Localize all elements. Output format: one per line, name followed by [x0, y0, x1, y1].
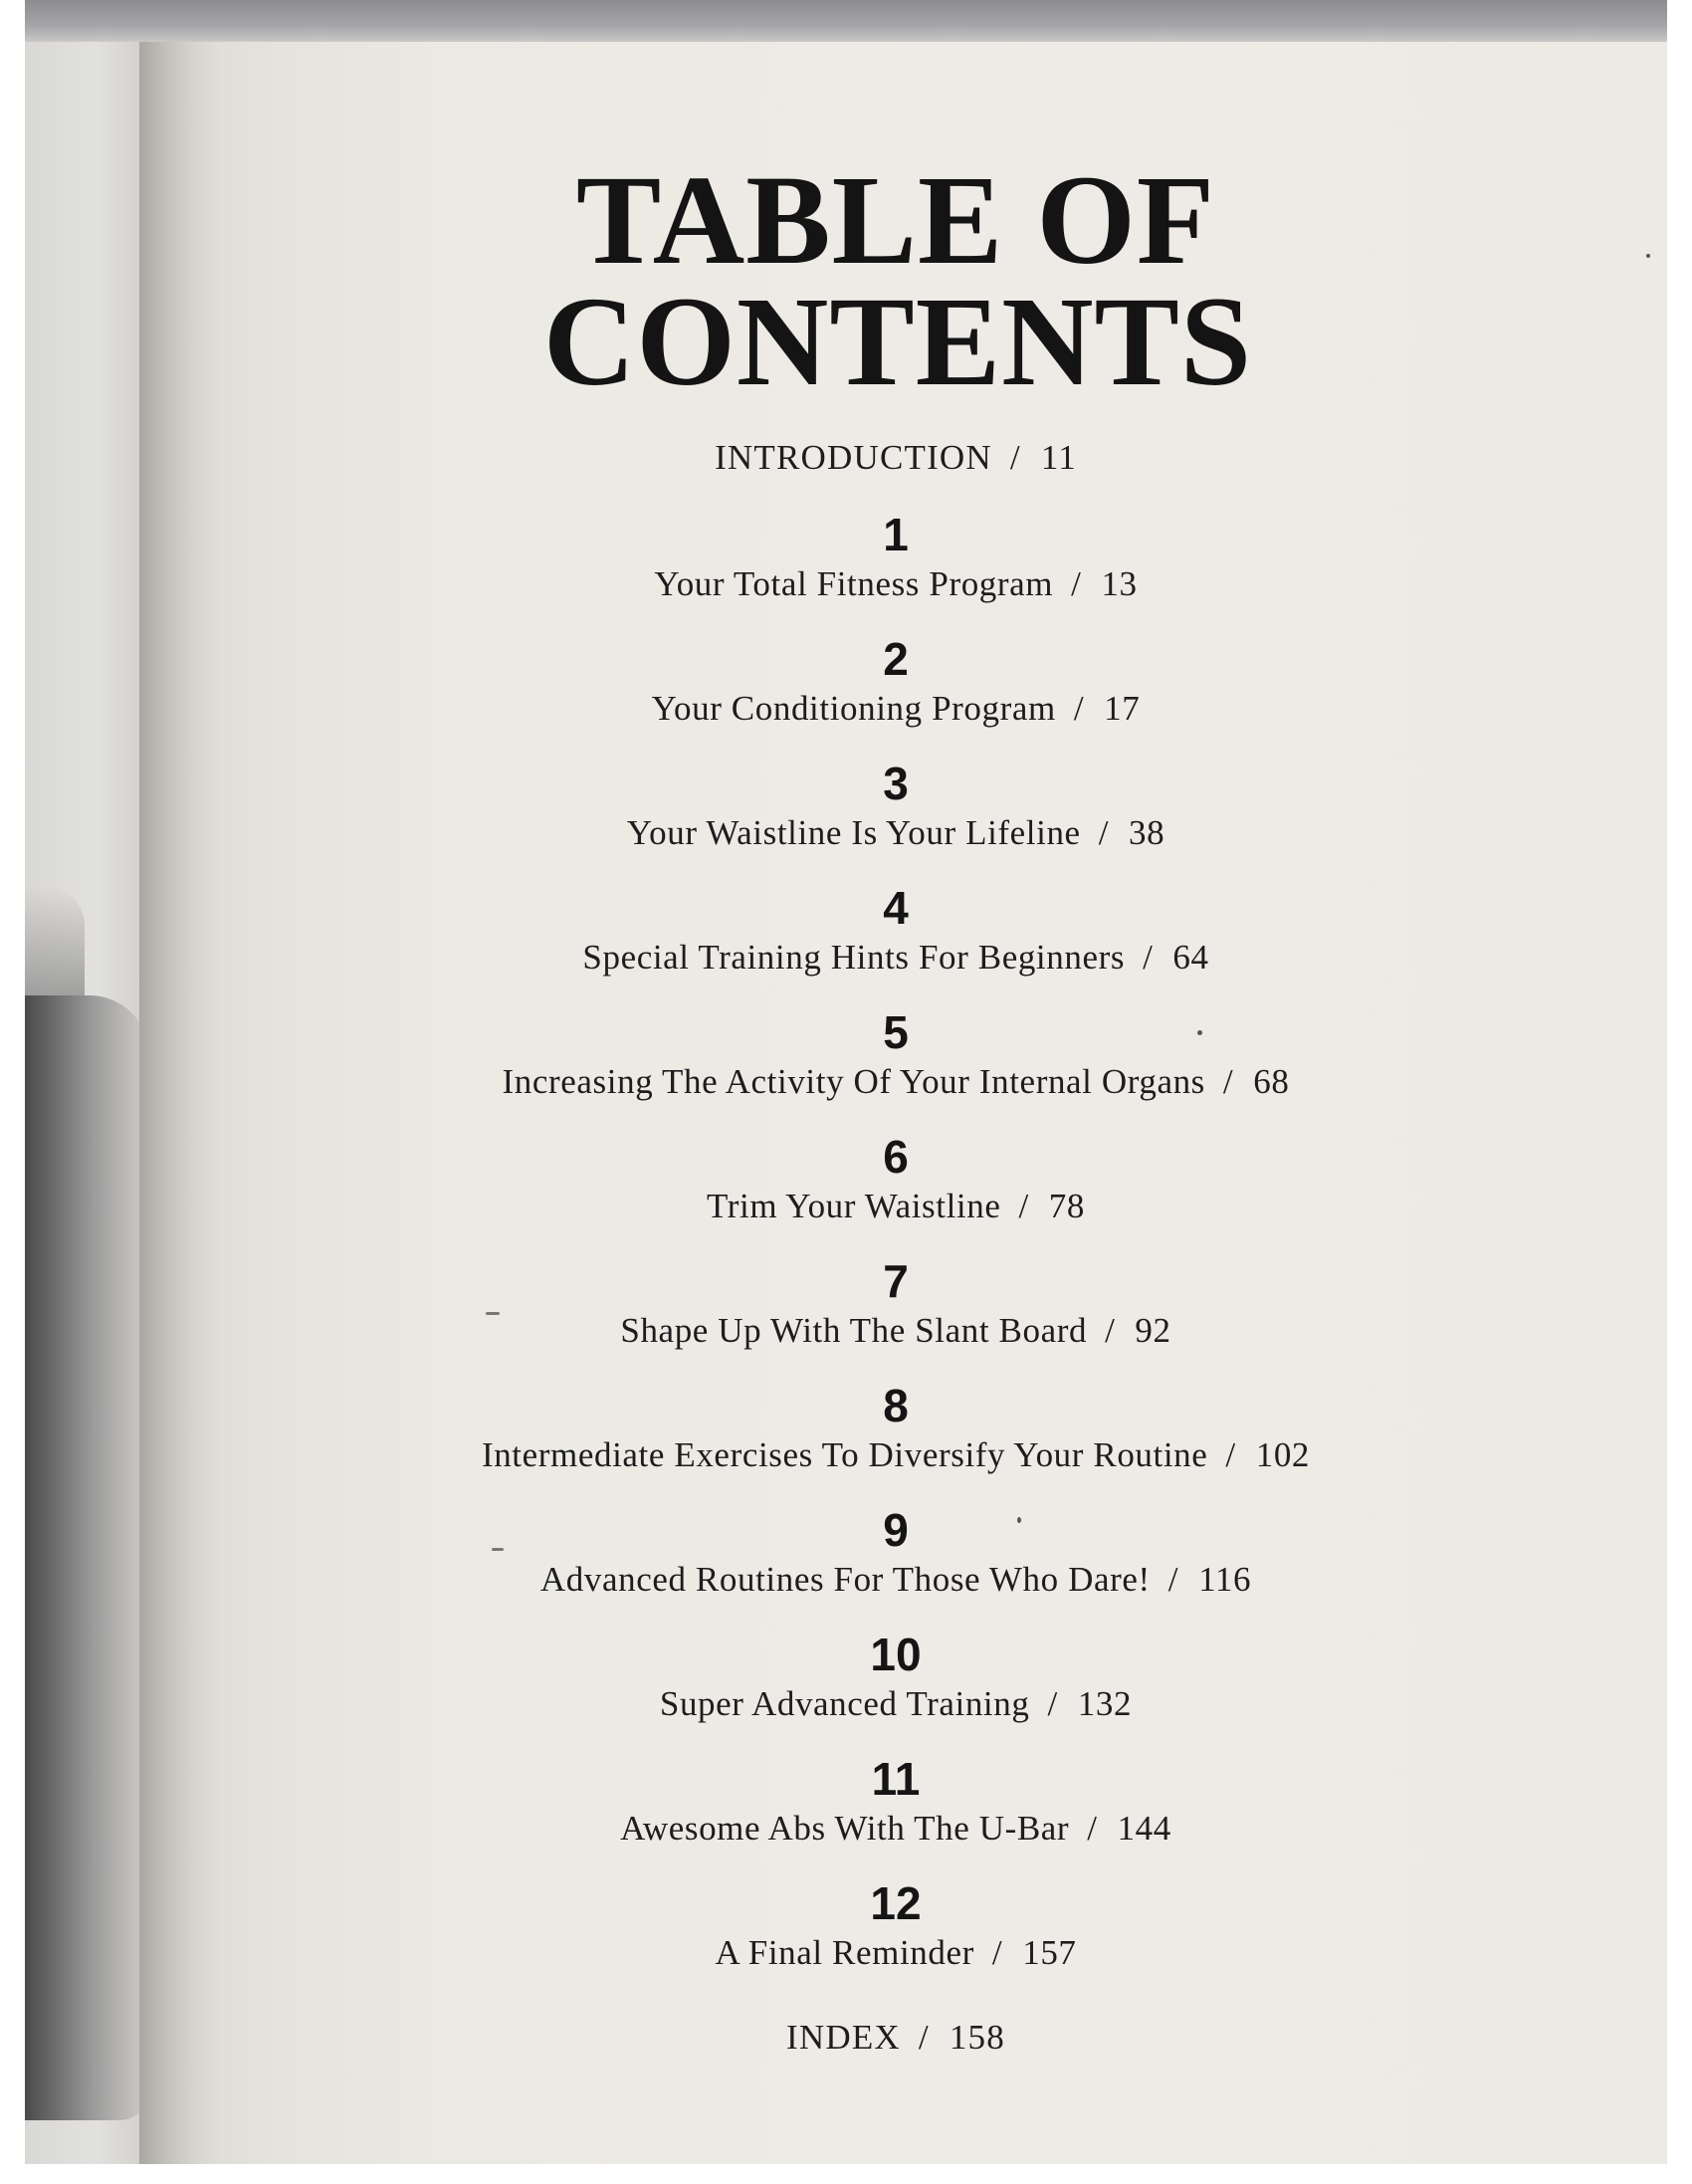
- chapter-entry: [299, 1684, 1493, 1724]
- chapter-title: Super Advanced Training: [659, 1684, 1030, 1723]
- chapter-number: 5: [883, 1006, 909, 1058]
- separator: /: [1225, 1435, 1236, 1474]
- chapter-title: Your Conditioning Program: [651, 689, 1056, 728]
- chapter-title: Your Waistline Is Your Lifeline: [626, 813, 1081, 852]
- index-entry: [299, 2018, 1493, 2058]
- chapter-number: 3: [883, 758, 909, 809]
- index-label: INDEX: [786, 2018, 901, 2057]
- chapter-entry: [299, 1311, 1493, 1351]
- separator: /: [1018, 1187, 1029, 1225]
- page-number: 102: [1255, 1435, 1311, 1474]
- chapter-number: 11: [871, 1753, 921, 1805]
- separator: /: [1047, 1684, 1058, 1723]
- chapter-number: 6: [883, 1131, 909, 1183]
- chapter-entry: [299, 689, 1493, 729]
- chapter-number: 9: [883, 1504, 909, 1556]
- top-shadow: [25, 0, 1667, 42]
- chapter-entry: [299, 564, 1493, 604]
- chapter-number: 2: [883, 633, 909, 685]
- chapter-title: A Final Reminder: [715, 1933, 974, 1972]
- page-number: 157: [1022, 1933, 1077, 1972]
- chapter-entry: [299, 1809, 1493, 1849]
- chapter-title: Your Total Fitness Program: [654, 564, 1054, 603]
- separator: /: [1009, 438, 1021, 477]
- chapter-title: Special Training Hints For Beginners: [582, 938, 1126, 977]
- chapter-entry: [299, 1435, 1493, 1475]
- chapter-title: Awesome Abs With The U-Bar: [620, 1809, 1070, 1848]
- chapter-title: Advanced Routines For Those Who Dare!: [539, 1560, 1151, 1599]
- book-gutter-shadow: [139, 42, 219, 2164]
- page-number: 78: [1048, 1187, 1085, 1225]
- separator: /: [918, 2018, 930, 2057]
- page-number: 92: [1135, 1311, 1171, 1350]
- chapter-entry: [299, 1560, 1493, 1600]
- chapter-entry: [299, 1187, 1493, 1226]
- page-title: [299, 149, 1493, 412]
- chapter-entry: [299, 1062, 1493, 1102]
- facing-page-photo: [25, 995, 149, 2120]
- separator: /: [1105, 1311, 1116, 1350]
- separator: /: [1222, 1062, 1234, 1101]
- chapter-entry: [299, 813, 1493, 853]
- page-number: 116: [1198, 1560, 1252, 1599]
- page-number: 144: [1117, 1809, 1171, 1848]
- separator: /: [1098, 813, 1110, 852]
- page-number: 64: [1172, 938, 1209, 977]
- page-number: 17: [1104, 689, 1141, 728]
- separator: /: [1071, 564, 1082, 603]
- chapter-title: Shape Up With The Slant Board: [620, 1311, 1088, 1350]
- chapter-number: 10: [870, 1629, 922, 1680]
- chapter-number: 12: [870, 1877, 922, 1929]
- separator: /: [991, 1933, 1003, 1972]
- chapter-number: 4: [883, 882, 909, 934]
- chapter-title: Increasing The Activity Of Your Internal Organs: [502, 1062, 1205, 1101]
- chapter-entry: [299, 938, 1493, 978]
- separator: /: [1143, 938, 1154, 977]
- title-line-1: TABLE OF: [575, 149, 1216, 291]
- page-number: 11: [1040, 438, 1077, 477]
- chapter-entry: [299, 1933, 1493, 1973]
- introduction-entry: [299, 438, 1493, 478]
- chapter-title: Trim Your Waistline: [707, 1187, 1001, 1225]
- separator: /: [1073, 689, 1085, 728]
- separator: /: [1087, 1809, 1098, 1848]
- chapter-number: 1: [883, 509, 909, 560]
- title-line-2: CONTENTS: [542, 271, 1253, 412]
- introduction-label: INTRODUCTION: [715, 438, 992, 477]
- page-number: 158: [949, 2018, 1005, 2057]
- chapter-title: Intermediate Exercises To Diversify Your Routine: [481, 1435, 1208, 1474]
- chapter-number: 8: [883, 1380, 909, 1431]
- page-number: 13: [1101, 564, 1138, 603]
- dust-speck: [1646, 254, 1650, 258]
- separator: /: [1167, 1560, 1179, 1599]
- page-number: 68: [1253, 1062, 1290, 1101]
- page-number: 132: [1077, 1684, 1133, 1723]
- page-number: 38: [1129, 813, 1165, 852]
- chapter-number: 7: [883, 1255, 909, 1307]
